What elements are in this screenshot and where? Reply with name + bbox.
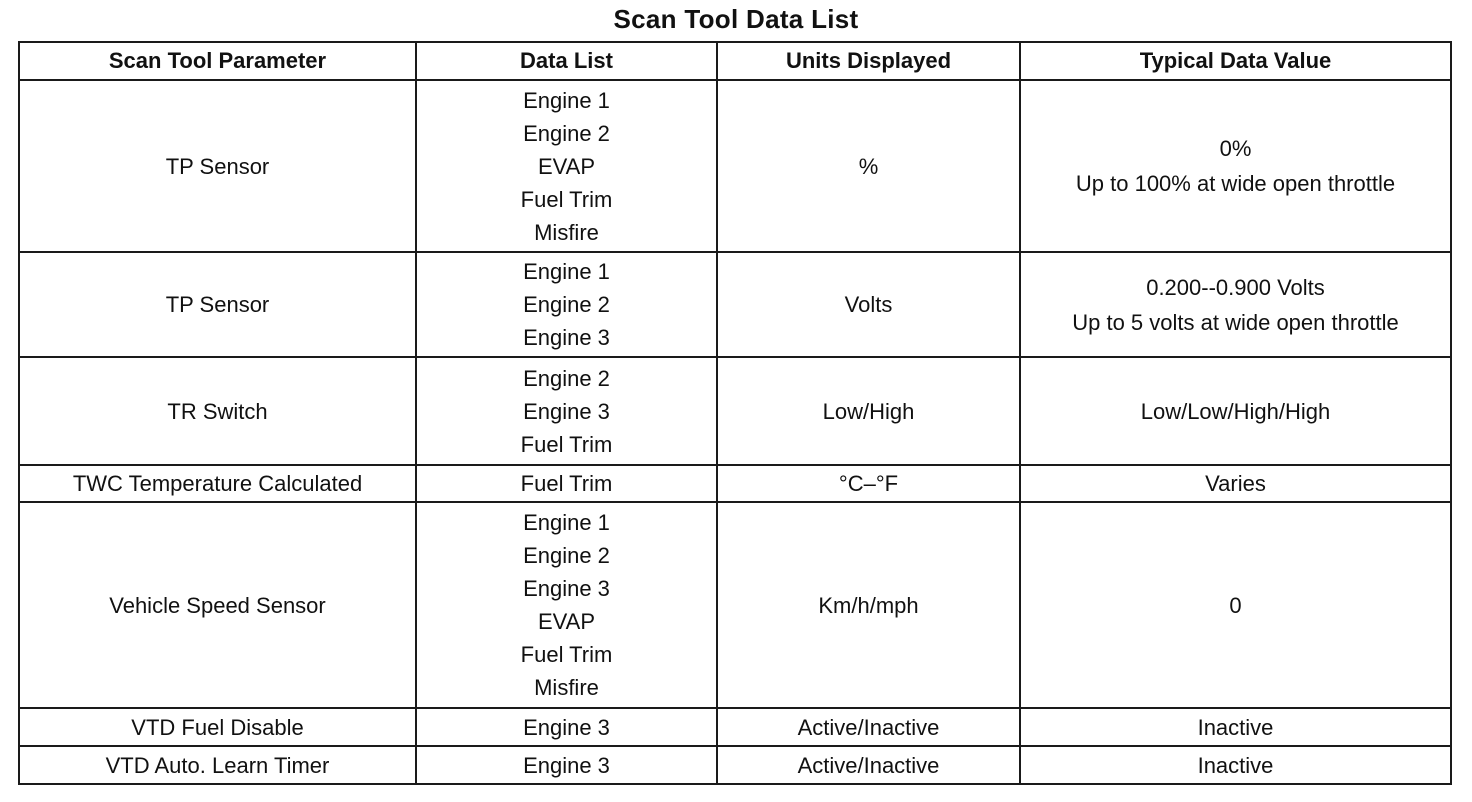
data-list-item: Fuel Trim [520, 471, 613, 496]
data-list-item: Engine 2 [523, 365, 610, 391]
parameter-cell: TP Sensor [19, 252, 416, 357]
parameter-cell: TP Sensor [19, 80, 416, 252]
data-list-item: Fuel Trim [520, 431, 613, 457]
parameter-cell: Vehicle Speed Sensor [19, 502, 416, 708]
header-row [19, 42, 1451, 80]
parameter-cell: VTD Auto. Learn Timer [19, 746, 416, 784]
typical-value-cell [1020, 252, 1451, 357]
table-row [19, 746, 1451, 784]
scan-tool-data-table [18, 41, 1452, 785]
typical-value-line: Up to 5 volts at wide open throttle [1072, 309, 1399, 335]
units-cell: Active/Inactive [717, 708, 1020, 746]
data-list-item: EVAP [537, 609, 596, 634]
units-cell: Km/h/mph [717, 502, 1020, 708]
data-list-item: Engine 3 [523, 752, 610, 778]
table-row [19, 80, 1451, 252]
header-units-displayed: Units Displayed [717, 42, 1020, 80]
data-list-item: Engine 3 [523, 714, 610, 740]
typical-value-line: Inactive [1197, 752, 1274, 778]
header-data-list: Data List [416, 42, 717, 80]
table-title: Scan Tool Data List [613, 4, 859, 34]
typical-value-cell [1020, 746, 1451, 784]
parameter-cell: TR Switch [19, 357, 416, 465]
header-typical-data-value: Typical Data Value [1020, 42, 1451, 80]
typical-value-line: 0% [1219, 136, 1252, 161]
typical-value-cell [1020, 708, 1451, 746]
units-cell: % [717, 80, 1020, 252]
data-list-cell [416, 465, 717, 502]
typical-value-line: Varies [1205, 471, 1266, 496]
data-list-item: Misfire [534, 219, 599, 245]
data-list-cell [416, 357, 717, 465]
data-list-item: Engine 3 [523, 576, 610, 601]
typical-value-cell [1020, 502, 1451, 708]
units-cell: Active/Inactive [717, 746, 1020, 784]
data-list-cell [416, 252, 717, 357]
typical-value-cell [1020, 465, 1451, 502]
typical-value-line: 0 [1229, 592, 1242, 618]
typical-value-line: 0.200--0.900 Volts [1146, 274, 1325, 300]
data-list-item: Engine 3 [523, 398, 610, 424]
typical-value-cell [1020, 357, 1451, 465]
typical-value-line: Low/Low/High/High [1140, 398, 1331, 424]
units-cell: Volts [717, 252, 1020, 357]
data-list-cell [416, 80, 717, 252]
data-list-item: Engine 1 [523, 259, 610, 284]
data-list-item: Misfire [534, 675, 599, 700]
data-list-item: Fuel Trim [520, 186, 613, 212]
table-row [19, 357, 1451, 465]
units-cell: °C–°F [717, 465, 1020, 502]
table-row [19, 502, 1451, 708]
data-list-item: Fuel Trim [520, 642, 613, 667]
typical-value-line: Inactive [1197, 714, 1274, 740]
parameter-cell: VTD Fuel Disable [19, 708, 416, 746]
data-list-cell [416, 746, 717, 784]
data-list-item: Engine 1 [523, 87, 610, 113]
header-scan-tool-parameter: Scan Tool Parameter [19, 42, 416, 80]
table-row [19, 465, 1451, 502]
data-list-item: Engine 2 [523, 292, 610, 317]
typical-value-cell [1020, 80, 1451, 252]
parameter-cell: TWC Temperature Calculated [19, 465, 416, 502]
data-list-item: EVAP [537, 153, 596, 179]
data-list-cell [416, 502, 717, 708]
units-cell: Low/High [717, 357, 1020, 465]
table-row [19, 252, 1451, 357]
data-list-cell [416, 708, 717, 746]
typical-value-line: Up to 100% at wide open throttle [1075, 171, 1396, 196]
data-list-item: Engine 3 [523, 325, 610, 350]
table-row [19, 708, 1451, 746]
data-list-item: Engine 2 [523, 120, 610, 146]
data-list-item: Engine 1 [523, 510, 610, 535]
data-list-item: Engine 2 [523, 543, 610, 568]
